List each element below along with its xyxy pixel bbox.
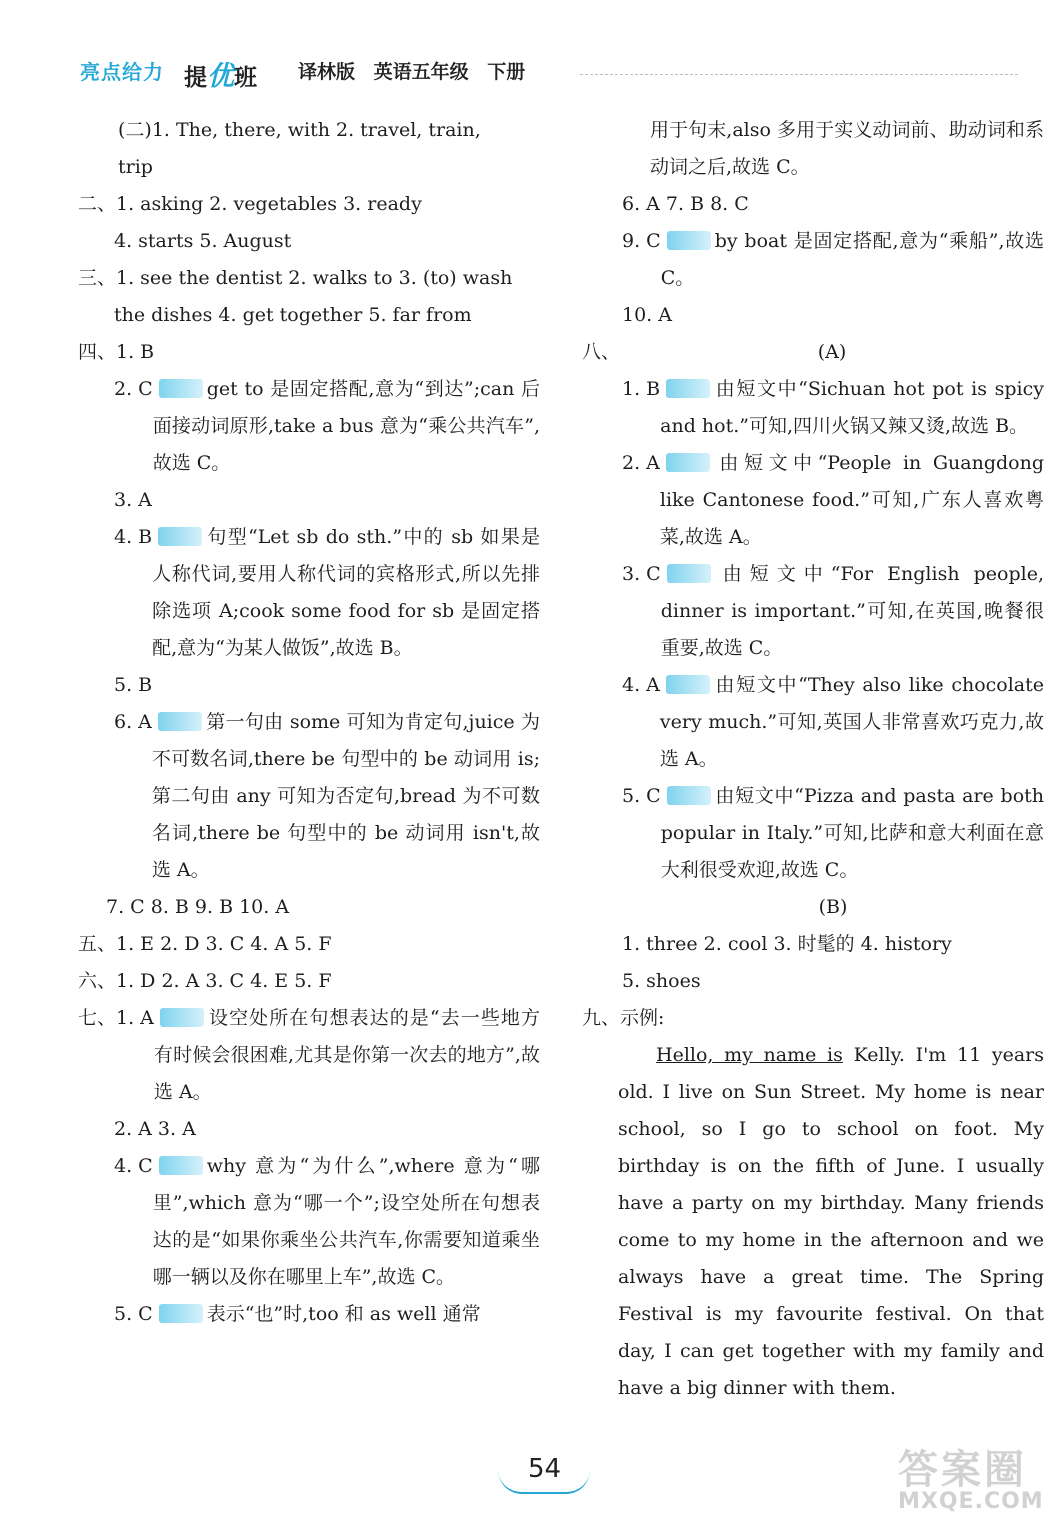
analysis-tag-icon <box>666 379 710 398</box>
analysis-tag-icon <box>667 786 711 805</box>
answer-line: 6. A 7. B 8. C <box>622 193 749 215</box>
question-item: 5. C 由短文中“Pizza and pasta are both popular in Italy.”可知,比萨和意大利面在意大利很受欢迎,故选 C。 <box>622 785 1044 881</box>
analysis-tag-icon <box>159 1156 203 1175</box>
question-item: 2. A 由短文中“People in Guangdong like Cantonese food.”可知,广东人喜欢粤菜,故选 A。 <box>622 452 1044 548</box>
section-2: 二、 1. asking 2. vegetables 3. ready <box>78 193 422 215</box>
question-item: 6. A 第一句由 some 可知为肯定句,juice 为不可数名词,there be 句型中的 be 动词用 is;第二句由 any 可知为否定句,bread 为不可数名词,there be 句型中的 be 动词用 isn't,故选 A。 <box>114 711 540 881</box>
section-9-heading: 九、示例: <box>582 1007 665 1029</box>
sample-essay: Hello, my name is Kelly. I'm 11 years old. I live on Sun Street. My home is near school, so I go to school on foot. My birthday is on the fifth of June. I usually have a party on my birthday. Many friends come to my home in the afternoon and we always have a great time. The Spring Festival is my favourite festival. On that day, I can get together with my family and have a big dinner with them. <box>618 1044 1044 1399</box>
answer-line: 4. starts 5. August <box>114 230 292 252</box>
section-2-sub: (二) 1. The, there, with 2. travel, train, <box>118 119 481 141</box>
answer-line: the dishes 4. get together 5. far from <box>114 304 472 326</box>
answer-line: 5. shoes <box>622 970 701 992</box>
brand-logo-text: 亮点给力 <box>80 60 164 84</box>
question-item: 3. C 由短文中“For English people, dinner is important.”可知,在英国,晚餐很重要,故选 C。 <box>622 563 1044 659</box>
analysis-tag-icon <box>160 1008 204 1027</box>
analysis-tag-icon <box>159 379 203 398</box>
section-4: 四、 1. B <box>78 341 155 363</box>
question-item: 1. B 由短文中“Sichuan hot pot is spicy and hot.”可知,四川火锅又辣又烫,故选 B。 <box>622 378 1044 437</box>
answer-line: 3. A <box>114 489 152 511</box>
question-item: 4. A 由短文中“They also like chocolate very much.”可知,英国人非常喜欢巧克力,故选 A。 <box>622 674 1044 770</box>
book-title: 译林版 英语五年级 下册 <box>298 61 526 83</box>
question-item: 4. C why 意为“为什么”,where 意为“哪里”,which 意为“哪一个”;设空处所在句想表达的是“如果你乘坐公共汽车,你需要知道乘坐哪一辆以及你在哪里上车”,故选 C。 <box>114 1155 540 1288</box>
analysis-tag-icon <box>667 231 711 250</box>
section-6: 六、 1. D 2. A 3. C 4. E 5. F <box>78 970 332 992</box>
analysis-tag-icon <box>666 453 710 472</box>
section-7: 七、 1. A 设空处所在句想表达的是“去一些地方有时候会很困难,尤其是你第一次去的地方”,故选 A。 <box>78 1007 540 1103</box>
answer-line: trip <box>118 156 153 178</box>
analysis-tag-icon <box>666 675 710 694</box>
part-heading: (B) <box>818 896 848 918</box>
analysis-tag-icon <box>158 712 202 731</box>
watermark-logo: 答案圈 MXQE.COM <box>898 1447 1044 1514</box>
header-divider <box>580 74 1018 75</box>
question-item: 2. C get to 是固定搭配,意为“到达”;can 后面接动词原形,take a bus 意为“乘公共汽车”,故选 C。 <box>114 378 540 474</box>
section-8: 八、 (A) <box>582 341 847 363</box>
question-item: 5. C 表示“也”时,too 和 as well 通常 <box>114 1303 481 1325</box>
answer-line: 7. C 8. B 9. B 10. A <box>106 896 290 918</box>
section-5: 五、 1. E 2. D 3. C 4. A 5. F <box>78 933 332 955</box>
series-logo: 提优班 <box>184 61 257 92</box>
analysis-tag-icon <box>158 527 202 546</box>
answer-line: 1. three 2. cool 3. 时髦的 4. history <box>622 933 952 955</box>
section-3: 三、 1. see the dentist 2. walks to 3. (to) wash <box>78 267 513 289</box>
answer-line: 10. A <box>622 304 672 326</box>
analysis-tag-icon <box>667 564 711 583</box>
answer-line: 2. A 3. A <box>114 1118 196 1140</box>
answer-line: 5. B <box>114 674 153 696</box>
question-item: 9. C by boat 是固定搭配,意为“乘船”,故选 C。 <box>622 230 1044 289</box>
question-item: 4. B 句型“Let sb do sth.”中的 sb 如果是人称代词,要用人称代词的宾格形式,所以先排除选项 A;cook some food for sb 是固定搭配,意为“为某人做饭”,故选 B。 <box>114 526 540 659</box>
left-column <box>78 112 540 1333</box>
page-number: 54 <box>528 1454 562 1484</box>
right-column <box>582 112 1044 1407</box>
analysis-tag-icon <box>159 1304 203 1323</box>
page-header <box>80 52 1018 92</box>
analysis-continued: 用于句末,also 多用于实义动词前、助动词和系动词之后,故选 C。 <box>650 119 1044 178</box>
